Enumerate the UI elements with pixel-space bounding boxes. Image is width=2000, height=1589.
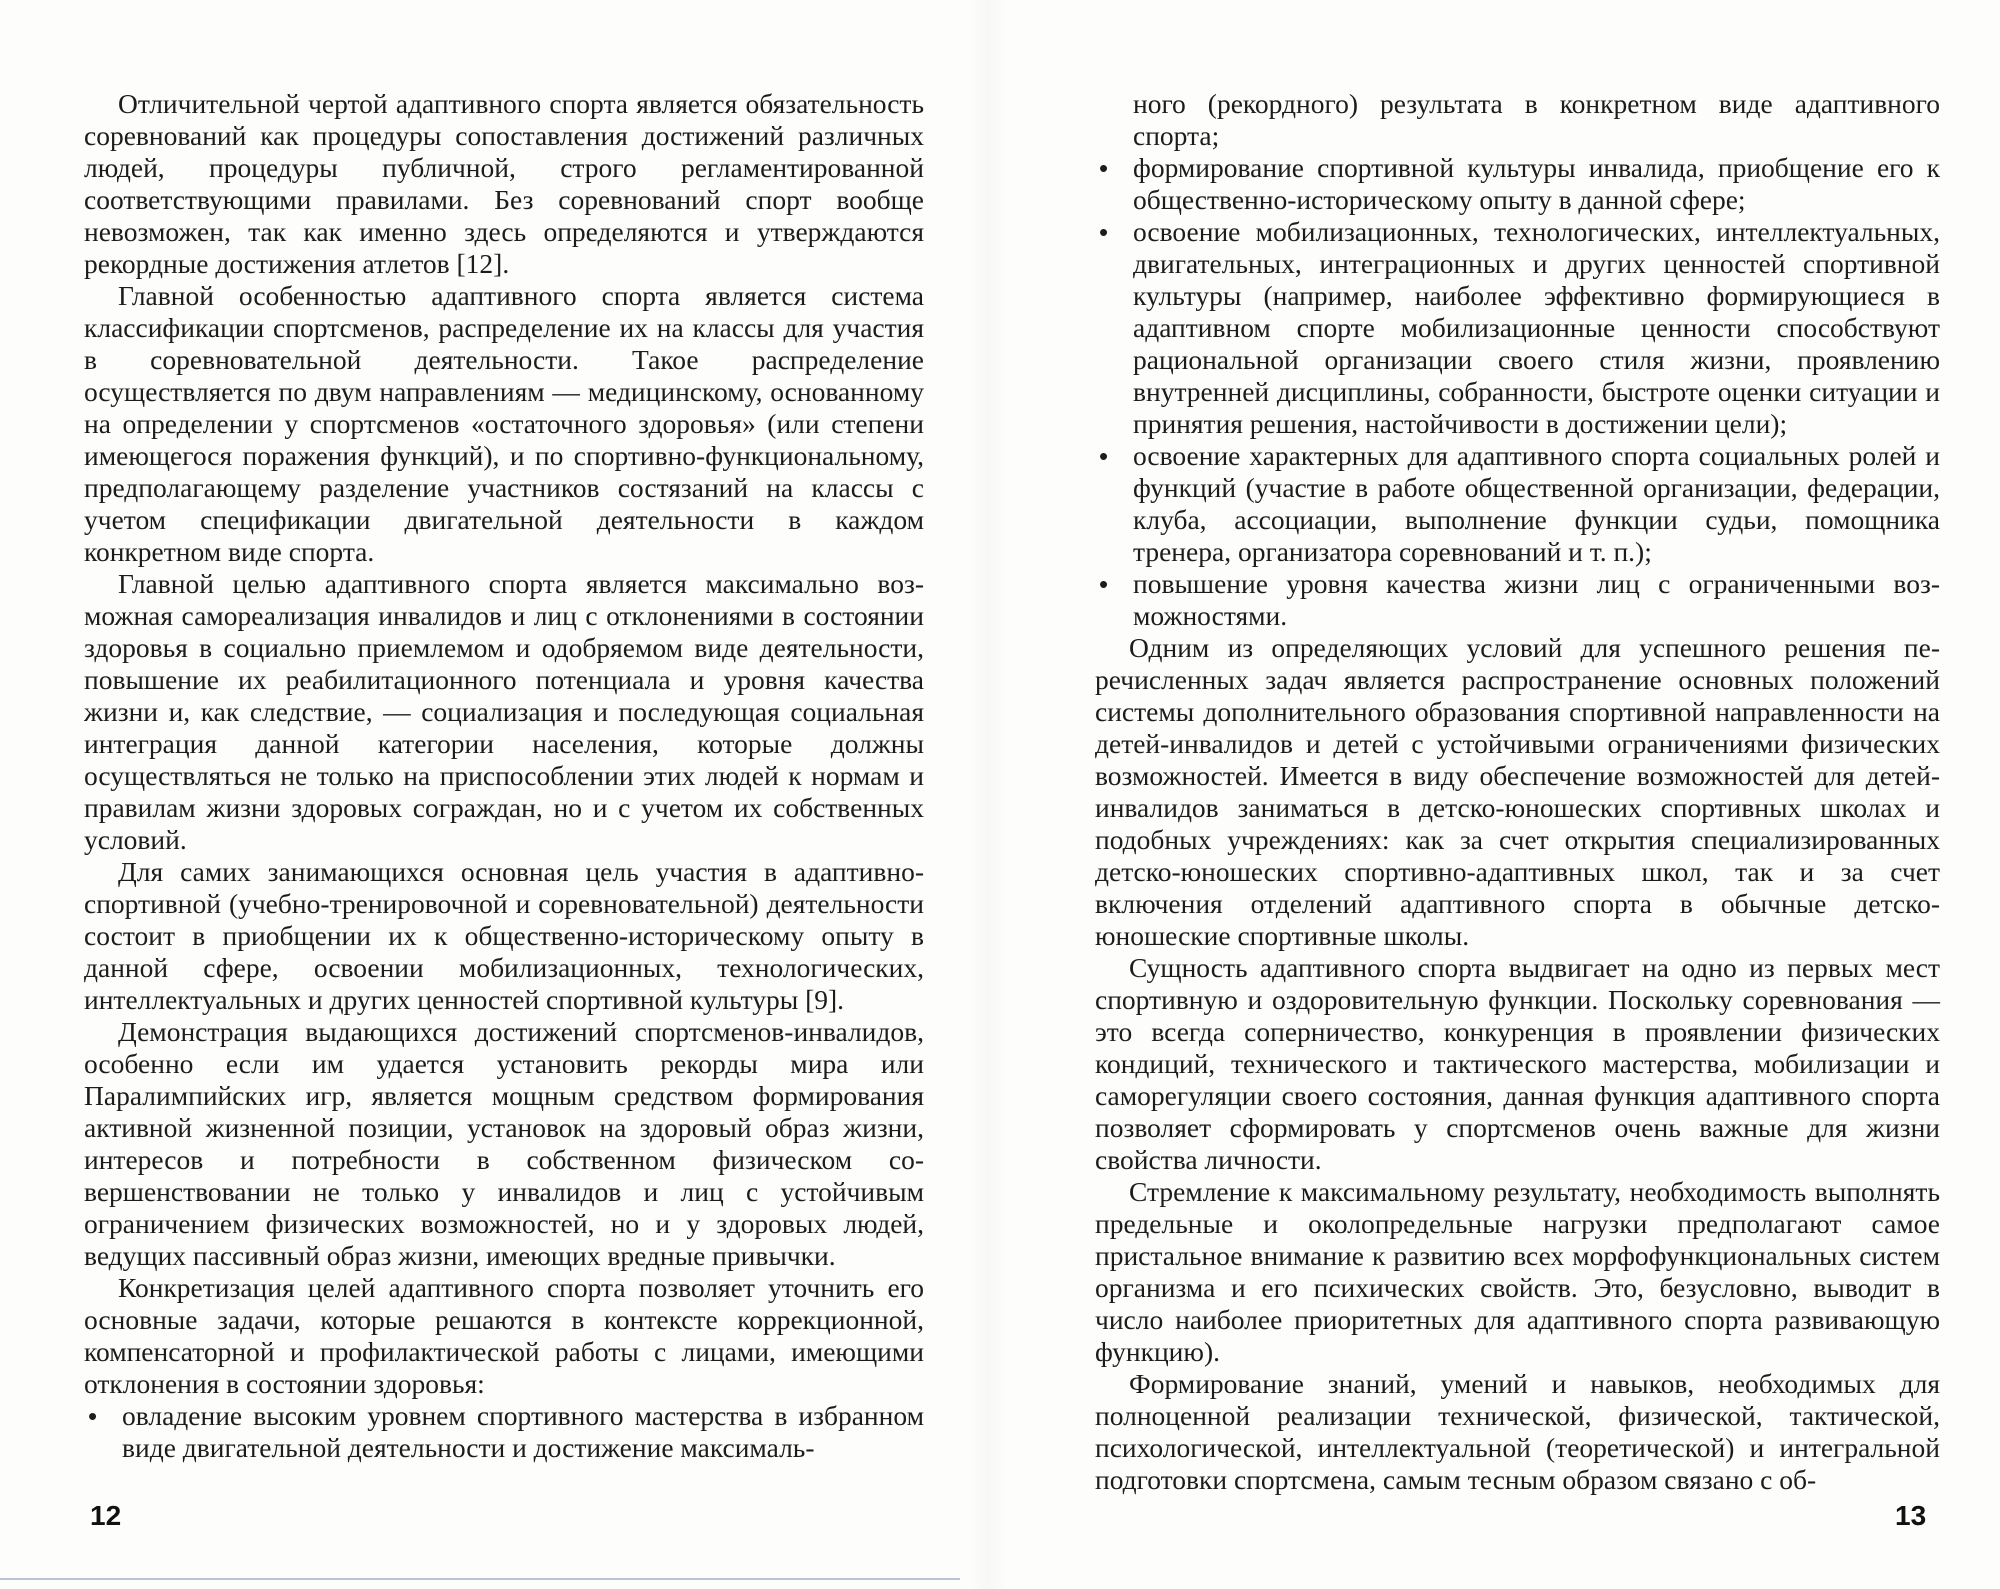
right-page bbox=[1095, 88, 1940, 1496]
page-number-right: 13 bbox=[1895, 1500, 1927, 1531]
right-task-item-2: • освоение мобилизационных, технологических, интеллектуальных, двигательных, интеграционных и других ценностей спортивной культуры (например, наиболее эффективно формирующиеся в адаптивном спорте мобилизационные ценности способствуют рациональной организации своего стиля жизни, проявлению внутренней дисциплины, собранности, быстроте оценки ситуации и принятия решения, настойчивости в достижении цели); bbox=[1095, 216, 1940, 440]
right-paragraph-4: Формирование знаний, умений и навыков, необходимых для полноценной реализации технической, физической, тактической, психологической, интеллектуальной (теоретической) и интегральной подготовки спортсмена, самым тесным образом связано с об- bbox=[1095, 1368, 1940, 1495]
right-paragraph-2: Сущность адаптивного спорта выдвигает на одно из первых мест спортивную и оздоровительную функции. Поскольку соревнования — это всегда соперничество, конкуренция в проявлении физических кондиций, технического и тактического мастерства, мобилизации и саморегуляции своего состояния, данная функция адаптивного спорта позволяет сформировать у спортсменов очень важные для жизни свойства личности. bbox=[1095, 952, 1940, 1175]
left-paragraph-1: Отличительной чертой адаптивного спорта является обязательность соревнований как процедуры сопоставления достижений различных людей, процедуры публичной, строго регламентированной соответствующими правилами. Без соревнований спорт вообще невозможен, так как именно здесь определяются и утверждаются рекордные достижения атлетов [12]. bbox=[84, 88, 924, 279]
left-paragraph-5: Демонстрация выдающихся достижений спортсменов-инвалидов, особенно если им удается установить рекорды мира или Паралимпийских игр, является мощным средством формирования активной жизненной позиции, установок на здоровый образ жизни, интересов и потребности в собственном физическом совершенствовании не только у инвалидов и лиц с устойчивым ограничением физических возможностей, но и у здоровых людей, ведущих пассивный образ жизни, имеющих вредные привычки. bbox=[84, 1016, 924, 1271]
right-paragraph-1: Одним из определяющих условий для успешного решения перечисленных задач является распространение основных положений системы дополнительного образования спортивной направленности на детей-инвалидов и детей с устойчивыми ограничениями физических возможностей. Имеется в виду обеспечение возможностей для детей-инвалидов заниматься в детско-юношеских спортивных школах и подобных учреждениях: как за счет открытия специализированных детско-юношеских спортивно-адаптивных школ, так и за счет включения отделений адаптивного спорта в обычные детско-юношеские спортивные школы. bbox=[1095, 632, 1940, 951]
scan-edge-line bbox=[0, 1578, 960, 1580]
right-continuation: ного (рекордного) результата в конкретном виде адаптивного спорта; bbox=[1133, 88, 1940, 151]
left-paragraph-2: Главной особенностью адаптивного спорта является система классификации спортсменов, распределение их на классы для участия в соревновательной деятельности. Такое распределение осуществляется по двум направлениям — медицинскому, основанному на определении у спортсменов «остаточного здоровья» (или степени имеющегося поражения функций), и по спортивно-функциональному, предполагающему разделение участников состязаний на классы с учетом спецификации двигательной деятельности в каждом конкретном виде спорта. bbox=[84, 280, 924, 567]
left-page bbox=[84, 88, 924, 1464]
left-paragraph-4: Для самих занимающихся основная цель участия в адаптивно-спортивной (учебно-тренировочной и соревновательной) деятельности состоит в приобщении их к общественно-историческому опыту в данной сфере, освоении мобилизационных, технологических, интеллектуальных и других ценностей спортивной культуры [9]. bbox=[84, 856, 924, 1015]
left-task-item-1: • овладение высоким уровнем спортивного мастерства в избранном виде двигательной деятельности и достижение максималь- bbox=[84, 1400, 924, 1464]
book-gutter-shadow bbox=[968, 0, 1008, 1589]
right-paragraph-3: Стремление к максимальному результату, необходимость выполнять предельные и околопредельные нагрузки предполагают самое пристальное внимание к развитию всех морфофункциональных систем организма и его психических свойств. Это, безусловно, выводит в число наиболее приоритетных для адаптивного спорта развивающую функцию). bbox=[1095, 1176, 1940, 1367]
left-paragraph-6: Конкретизация целей адаптивного спорта позволяет уточнить его основные задачи, которые решаются в контексте коррекционной, компенсаторной и профилактической работы с лицами, имеющими отклонения в состоянии здоровья: bbox=[84, 1272, 924, 1399]
right-task-item-4: • повышение уровня качества жизни лиц с ограниченными возможностями. bbox=[1095, 568, 1940, 632]
right-task-list bbox=[1095, 152, 1940, 632]
page-number-left: 12 bbox=[90, 1500, 122, 1531]
left-task-list bbox=[84, 1400, 924, 1464]
left-paragraph-3: Главной целью адаптивного спорта является максимально возможная самореализация инвалидов и лиц с отклонениями в состоянии здоровья в социально приемлемом и одобряемом виде деятельности, повышение их реабилитационного потенциала и уровня качества жизни и, как следствие, — социализация и последующая социальная интеграция данной категории населения, которые должны осуществляться не только на приспособлении этих людей к нормам и правилам жизни здоровых сограждан, но и с учетом их собственных условий. bbox=[84, 568, 924, 855]
right-task-item-3: • освоение характерных для адаптивного спорта социальных ролей и функций (участие в работе общественной организации, федерации, клуба, ассоциации, выполнение функции судьи, помощника тренера, организатора соревнований и т. п.); bbox=[1095, 440, 1940, 568]
right-task-item-1: • формирование спортивной культуры инвалида, приобщение его к общественно-историческому опыту в данной сфере; bbox=[1095, 152, 1940, 216]
